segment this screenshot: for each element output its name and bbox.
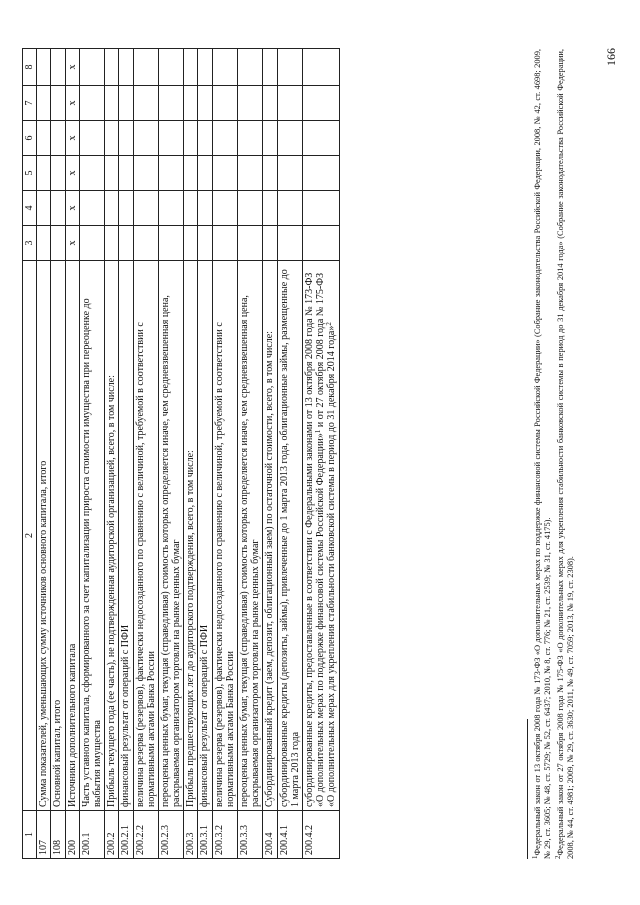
row-cell-col8 (238, 49, 263, 86)
row-description-text: субординированные кредиты, предоставленные в соответствии с Федеральными законами от 13 октября 2008 года № 173-ФЗ «О дополнительных мерах по поддержке финансовой системы Российской Федерации» (303, 272, 327, 807)
row-cell-col7 (37, 86, 51, 121)
row-cell-col5 (238, 156, 263, 191)
row-cell-col6 (158, 121, 183, 156)
row-description (184, 261, 198, 811)
table-row (133, 49, 158, 859)
column-header: 1 (23, 811, 37, 859)
row-description-text: Прибыль предшествующих лет до аудиторского подтверждения, всего, в том числе: (185, 450, 197, 807)
row-cell-col6 (263, 121, 277, 156)
row-cell-col8: х (65, 49, 79, 86)
footnote-1-mark: 1 (531, 855, 539, 859)
row-cell-col7 (198, 86, 212, 121)
row-cell-col6 (79, 121, 104, 156)
row-cell-col6: х (65, 121, 79, 156)
row-cell-col5 (277, 156, 302, 191)
row-description-continuation: и от 27 октября 2008 года № 175-ФЗ «О дополнительных мерах для укрепления стабильности банковской системы в период до 31 декабря 2014 года» (315, 272, 338, 807)
row-cell-col4 (198, 191, 212, 226)
footnote-ref: 2 (325, 322, 334, 326)
row-code: 200.1 (79, 811, 104, 859)
row-code: 200.4 (263, 811, 277, 859)
row-code: 200 (65, 811, 79, 859)
row-cell-col3: х (65, 226, 79, 261)
footnote-ref: 1 (314, 429, 323, 434)
row-cell-col6 (212, 121, 237, 156)
row-cell-col3 (302, 226, 339, 261)
row-cell-col8 (79, 49, 104, 86)
row-cell-col3 (277, 226, 302, 261)
row-cell-col8 (37, 49, 51, 86)
row-code: 200.2.1 (119, 811, 133, 859)
row-cell-col7 (302, 86, 339, 121)
row-cell-col8 (302, 49, 339, 86)
row-cell-col8 (212, 49, 237, 86)
table-row (263, 49, 277, 859)
row-cell-col3 (79, 226, 104, 261)
table-row (119, 49, 133, 859)
column-header: 6 (23, 121, 37, 156)
row-cell-col5 (51, 156, 65, 191)
row-description (158, 261, 183, 811)
row-cell-col8 (198, 49, 212, 86)
column-header: 5 (23, 156, 37, 191)
column-header: 4 (23, 191, 37, 226)
row-cell-col7: х (65, 86, 79, 121)
row-description-text: Основной капитал, итого (52, 699, 64, 807)
row-cell-col6 (302, 121, 339, 156)
table-row (212, 49, 237, 859)
table-header-row (23, 49, 37, 859)
row-description-text: финансовый результат от операций с ПФИ (120, 624, 132, 807)
row-cell-col5 (79, 156, 104, 191)
row-code: 200.4.1 (277, 811, 302, 859)
row-code: 200.2.2 (133, 811, 158, 859)
row-cell-col6 (277, 121, 302, 156)
row-description-text: Прибыль текущего года (ее часть), не подтвержденная аудиторской организацией, всего, в том числе: (106, 375, 118, 807)
row-cell-col7 (158, 86, 183, 121)
row-cell-col4 (37, 191, 51, 226)
row-cell-col4 (79, 191, 104, 226)
row-cell-col4 (263, 191, 277, 226)
row-code: 200.3 (184, 811, 198, 859)
row-cell-col6 (133, 121, 158, 156)
row-cell-col5 (302, 156, 339, 191)
row-cell-col8 (51, 49, 65, 86)
row-cell-col8 (158, 49, 183, 86)
row-description (212, 261, 237, 811)
row-cell-col7 (277, 86, 302, 121)
row-code: 107 (37, 811, 51, 859)
table-row (65, 49, 79, 859)
row-code: 200.2.3 (158, 811, 183, 859)
table-row (198, 49, 212, 859)
footnote-1-text: Федеральный закон от 13 октября 2008 года № 173-ФЗ «О дополнительных мерах по поддержке финансовой системы Российской Федерации» (Собрание законодательства Российской Федерации, 2008, № 42, ст. 4698; 2009, № 29, ст. 3605; № 48, ст. 5729; № 52, ст. 6437; 2010, № 8, ст. 776; № 21, ст. 2539; № 31, ст. 4175). (533, 49, 553, 859)
row-cell-col6 (238, 121, 263, 156)
row-cell-col7 (51, 86, 65, 121)
row-cell-col3 (37, 226, 51, 261)
table-row (184, 49, 198, 859)
row-cell-col5 (198, 156, 212, 191)
row-description-text: финансовый результат от операций с ПФИ (199, 624, 211, 807)
row-code: 108 (51, 811, 65, 859)
row-cell-col5 (184, 156, 198, 191)
row-cell-col3 (119, 226, 133, 261)
row-cell-col7 (79, 86, 104, 121)
row-description-text: Часть уставного капитала, сформированного за счет капитализации прироста стоимости имущества при переоценке до выбытия имущества (80, 298, 103, 807)
row-description (277, 261, 302, 811)
page-number: 166 (604, 48, 618, 66)
table-row (277, 49, 302, 859)
footnote-2-text: Федеральный закон от 27 октября 2008 года № 175-ФЗ «О дополнительных мерах для укрепления стабильности банковской системы в период до 31 декабря 2014 года» (Собрание законодательства Российской Федерации, 2008, № 44, ст. 4981; 2009, № 29, ст. 3630; 2011, № 49, ст. 7059; 2013, № 19, ст. 2308). (555, 49, 575, 859)
table-row (105, 49, 119, 859)
row-description (65, 261, 79, 811)
row-cell-col8 (184, 49, 198, 86)
row-description (302, 261, 339, 811)
row-cell-col6 (119, 121, 133, 156)
row-description-text: переоценка ценных бумаг, текущая (справедливая) стоимость которых определяется иначе, чем средневзвешенная цена, раскрываемая организатором торговли на рынке ценных бумаг (159, 295, 183, 807)
row-description (133, 261, 158, 811)
row-description (198, 261, 212, 811)
row-cell-col4 (133, 191, 158, 226)
footnote-rule (527, 719, 528, 859)
row-description (105, 261, 119, 811)
capital-table (22, 48, 340, 859)
table-row (158, 49, 183, 859)
row-cell-col8 (133, 49, 158, 86)
row-cell-col3 (184, 226, 198, 261)
row-cell-col5 (37, 156, 51, 191)
row-cell-col5 (119, 156, 133, 191)
row-cell-col6 (51, 121, 65, 156)
row-cell-col4 (302, 191, 339, 226)
footnotes (527, 49, 576, 859)
table-row (51, 49, 65, 859)
row-cell-col4 (238, 191, 263, 226)
row-code: 200.2 (105, 811, 119, 859)
row-description (51, 261, 65, 811)
table-row (302, 49, 339, 859)
row-cell-col7 (119, 86, 133, 121)
table-row (79, 49, 104, 859)
row-cell-col8 (263, 49, 277, 86)
table-row (37, 49, 51, 859)
row-cell-col7 (133, 86, 158, 121)
row-cell-col4 (212, 191, 237, 226)
column-header: 7 (23, 86, 37, 121)
row-cell-col3 (158, 226, 183, 261)
row-cell-col5: х (65, 156, 79, 191)
row-cell-col7 (238, 86, 263, 121)
row-cell-col4 (51, 191, 65, 226)
row-cell-col3 (51, 226, 65, 261)
footnote-2 (554, 49, 577, 859)
row-code: 200.3.1 (198, 811, 212, 859)
row-cell-col5 (105, 156, 119, 191)
row-cell-col7 (263, 86, 277, 121)
row-code: 200.4.2 (302, 811, 339, 859)
row-description (37, 261, 51, 811)
column-header: 3 (23, 226, 37, 261)
row-description-text: переоценка ценных бумаг, текущая (справедливая) стоимость которых определяется иначе, чем средневзвешенная цена, раскрываемая организатором торговли на рынке ценных бумаг (239, 295, 262, 807)
column-header: 2 (23, 261, 37, 811)
column-header: 8 (23, 49, 37, 86)
row-cell-col6 (105, 121, 119, 156)
row-description-text: величина резерва (резервов), фактически недосозданного по сравнению с величиной, требуемой в соответствии с нормативными актами Банка России (134, 322, 157, 807)
row-cell-col7 (105, 86, 119, 121)
table-row (238, 49, 263, 859)
row-cell-col3 (133, 226, 158, 261)
row-cell-col6 (198, 121, 212, 156)
row-cell-col4 (105, 191, 119, 226)
row-cell-col6 (37, 121, 51, 156)
footnote-2-mark: 2 (553, 855, 562, 859)
row-cell-col3 (212, 226, 237, 261)
row-description-text: субординированные кредиты (депозиты, займы), привлеченные до 1 марта 2013 года, облигационные займы, размещенные до 1 марта 2013 года (278, 269, 301, 807)
row-cell-col3 (198, 226, 212, 261)
row-cell-col8 (119, 49, 133, 86)
row-description (119, 261, 133, 811)
row-cell-col4 (119, 191, 133, 226)
footnote-1 (531, 49, 554, 859)
row-cell-col3 (105, 226, 119, 261)
row-cell-col3 (238, 226, 263, 261)
row-description-text: Субординированный кредит (заем, депозит, облигационный заем) по остаточной стоимости, всего, в том числе: (264, 331, 276, 807)
row-cell-col7 (212, 86, 237, 121)
row-code: 200.3.3 (238, 811, 263, 859)
row-description-text: величина резерва (резервов), фактически недосозданного по сравнению с величиной, требуемой в соответствии с нормативными актами Банка России (213, 322, 236, 807)
row-code: 200.3.2 (212, 811, 237, 859)
row-cell-col8 (105, 49, 119, 86)
row-cell-col3 (263, 226, 277, 261)
row-cell-col6 (184, 121, 198, 156)
row-cell-col5 (158, 156, 183, 191)
table-body (23, 49, 340, 859)
row-cell-col7 (184, 86, 198, 121)
row-cell-col4 (184, 191, 198, 226)
row-description (79, 261, 104, 811)
row-description-text: Источники дополнительного капитала (66, 643, 78, 807)
row-description (238, 261, 263, 811)
row-cell-col5 (212, 156, 237, 191)
row-cell-col4 (158, 191, 183, 226)
row-cell-col5 (133, 156, 158, 191)
row-cell-col5 (263, 156, 277, 191)
row-cell-col4 (277, 191, 302, 226)
row-description (263, 261, 277, 811)
row-cell-col8 (277, 49, 302, 86)
row-description-text: Сумма показателей, уменьшающих сумму источников основного капитала, итого (38, 460, 50, 807)
row-cell-col4: х (65, 191, 79, 226)
